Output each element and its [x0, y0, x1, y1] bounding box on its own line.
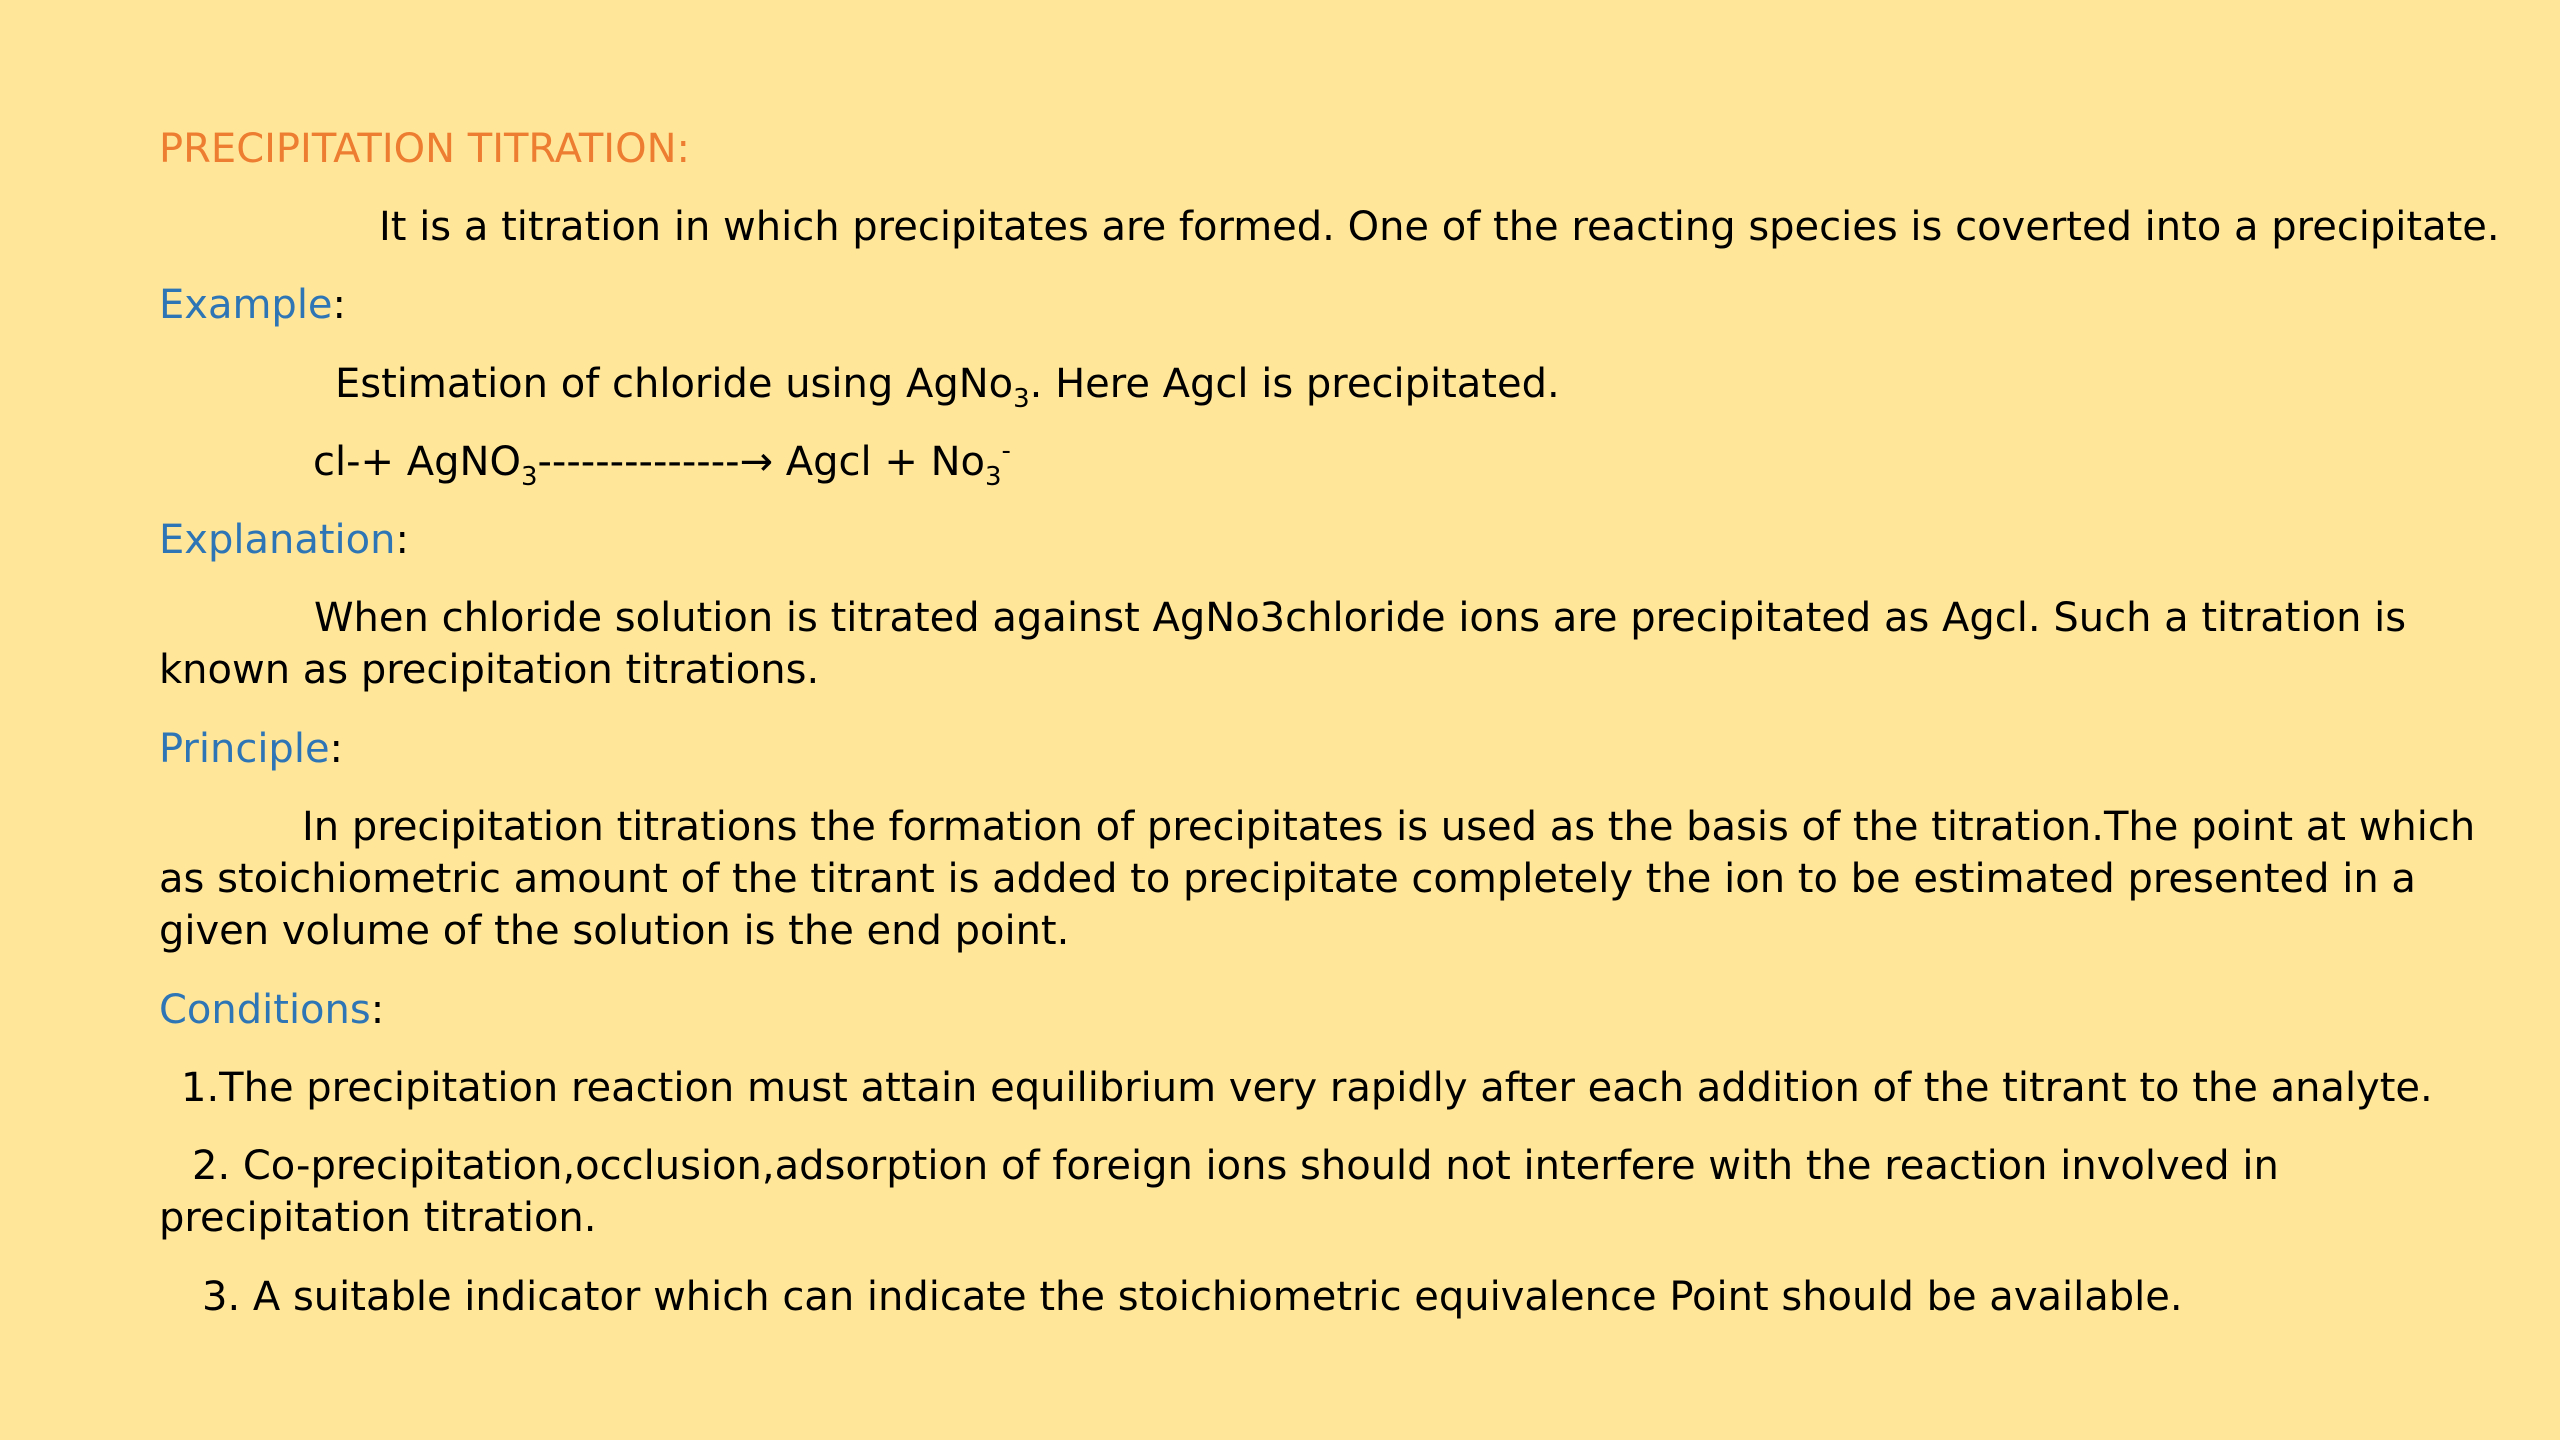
condition-item-2: 2. Co-precipitation,occlusion,adsorption of foreign ions should not interfere with the reaction involved in precipitation titration.	[159, 1143, 2279, 1241]
example-heading-line	[159, 279, 2499, 331]
condition-item-3: 3. A suitable indicator which can indicate the stoichiometric equivalence Point should be available.	[202, 1274, 2183, 1320]
explanation-text: When chloride solution is titrated against AgNo3chloride ions are precipitated as Agcl. Such a titration is known as precipitation titrations.	[159, 595, 2407, 693]
conditions-heading: Conditions	[159, 987, 371, 1033]
condition-item-1: 1.The precipitation reaction must attain equilibrium very rapidly after each addition of the titrant to the analyte.	[181, 1065, 2433, 1111]
example-colon: :	[332, 282, 347, 328]
page-title: PRECIPITATION TITRATION:	[159, 126, 690, 172]
example-line-text-end: . Here Agcl is precipitated.	[1029, 361, 1560, 407]
explanation-heading: Explanation	[159, 517, 396, 563]
equation-dashes: --------------	[537, 439, 740, 485]
example-line-subscript: 3	[1013, 384, 1030, 414]
equation-charge: -	[1001, 436, 1011, 466]
principle-heading: Principle	[159, 726, 330, 772]
example-line	[159, 358, 2499, 414]
equation-product-subscript: 3	[985, 462, 1002, 492]
reaction-equation	[159, 436, 2499, 492]
intro-text: It is a titration in which precipitates are formed. One of the reacting species is coverted into a precipitate.	[379, 204, 2500, 250]
right-arrow-icon: →	[739, 439, 774, 485]
explanation-colon: :	[395, 517, 409, 563]
principle-text: In precipitation titrations the formation of precipitates is used as the basis of the titration.The point at which as stoichiometric amount of the titrant is added to precipitate completely the ion to be estimated presented in a given volume of the solution is the end point.	[159, 804, 2476, 954]
conditions-colon: :	[370, 987, 385, 1033]
conditions-heading-line	[159, 984, 2499, 1036]
equation-subscript: 3	[520, 462, 538, 492]
principle-colon: :	[329, 726, 344, 772]
principle-heading-line	[159, 723, 2499, 775]
equation-reactants: cl-+ AgNO	[313, 439, 521, 485]
equation-products: Agcl + No	[773, 439, 985, 485]
example-line-text: Estimation of chloride using AgNo	[335, 361, 1014, 407]
explanation-heading-line	[159, 514, 2499, 566]
example-heading: Example	[159, 282, 333, 328]
